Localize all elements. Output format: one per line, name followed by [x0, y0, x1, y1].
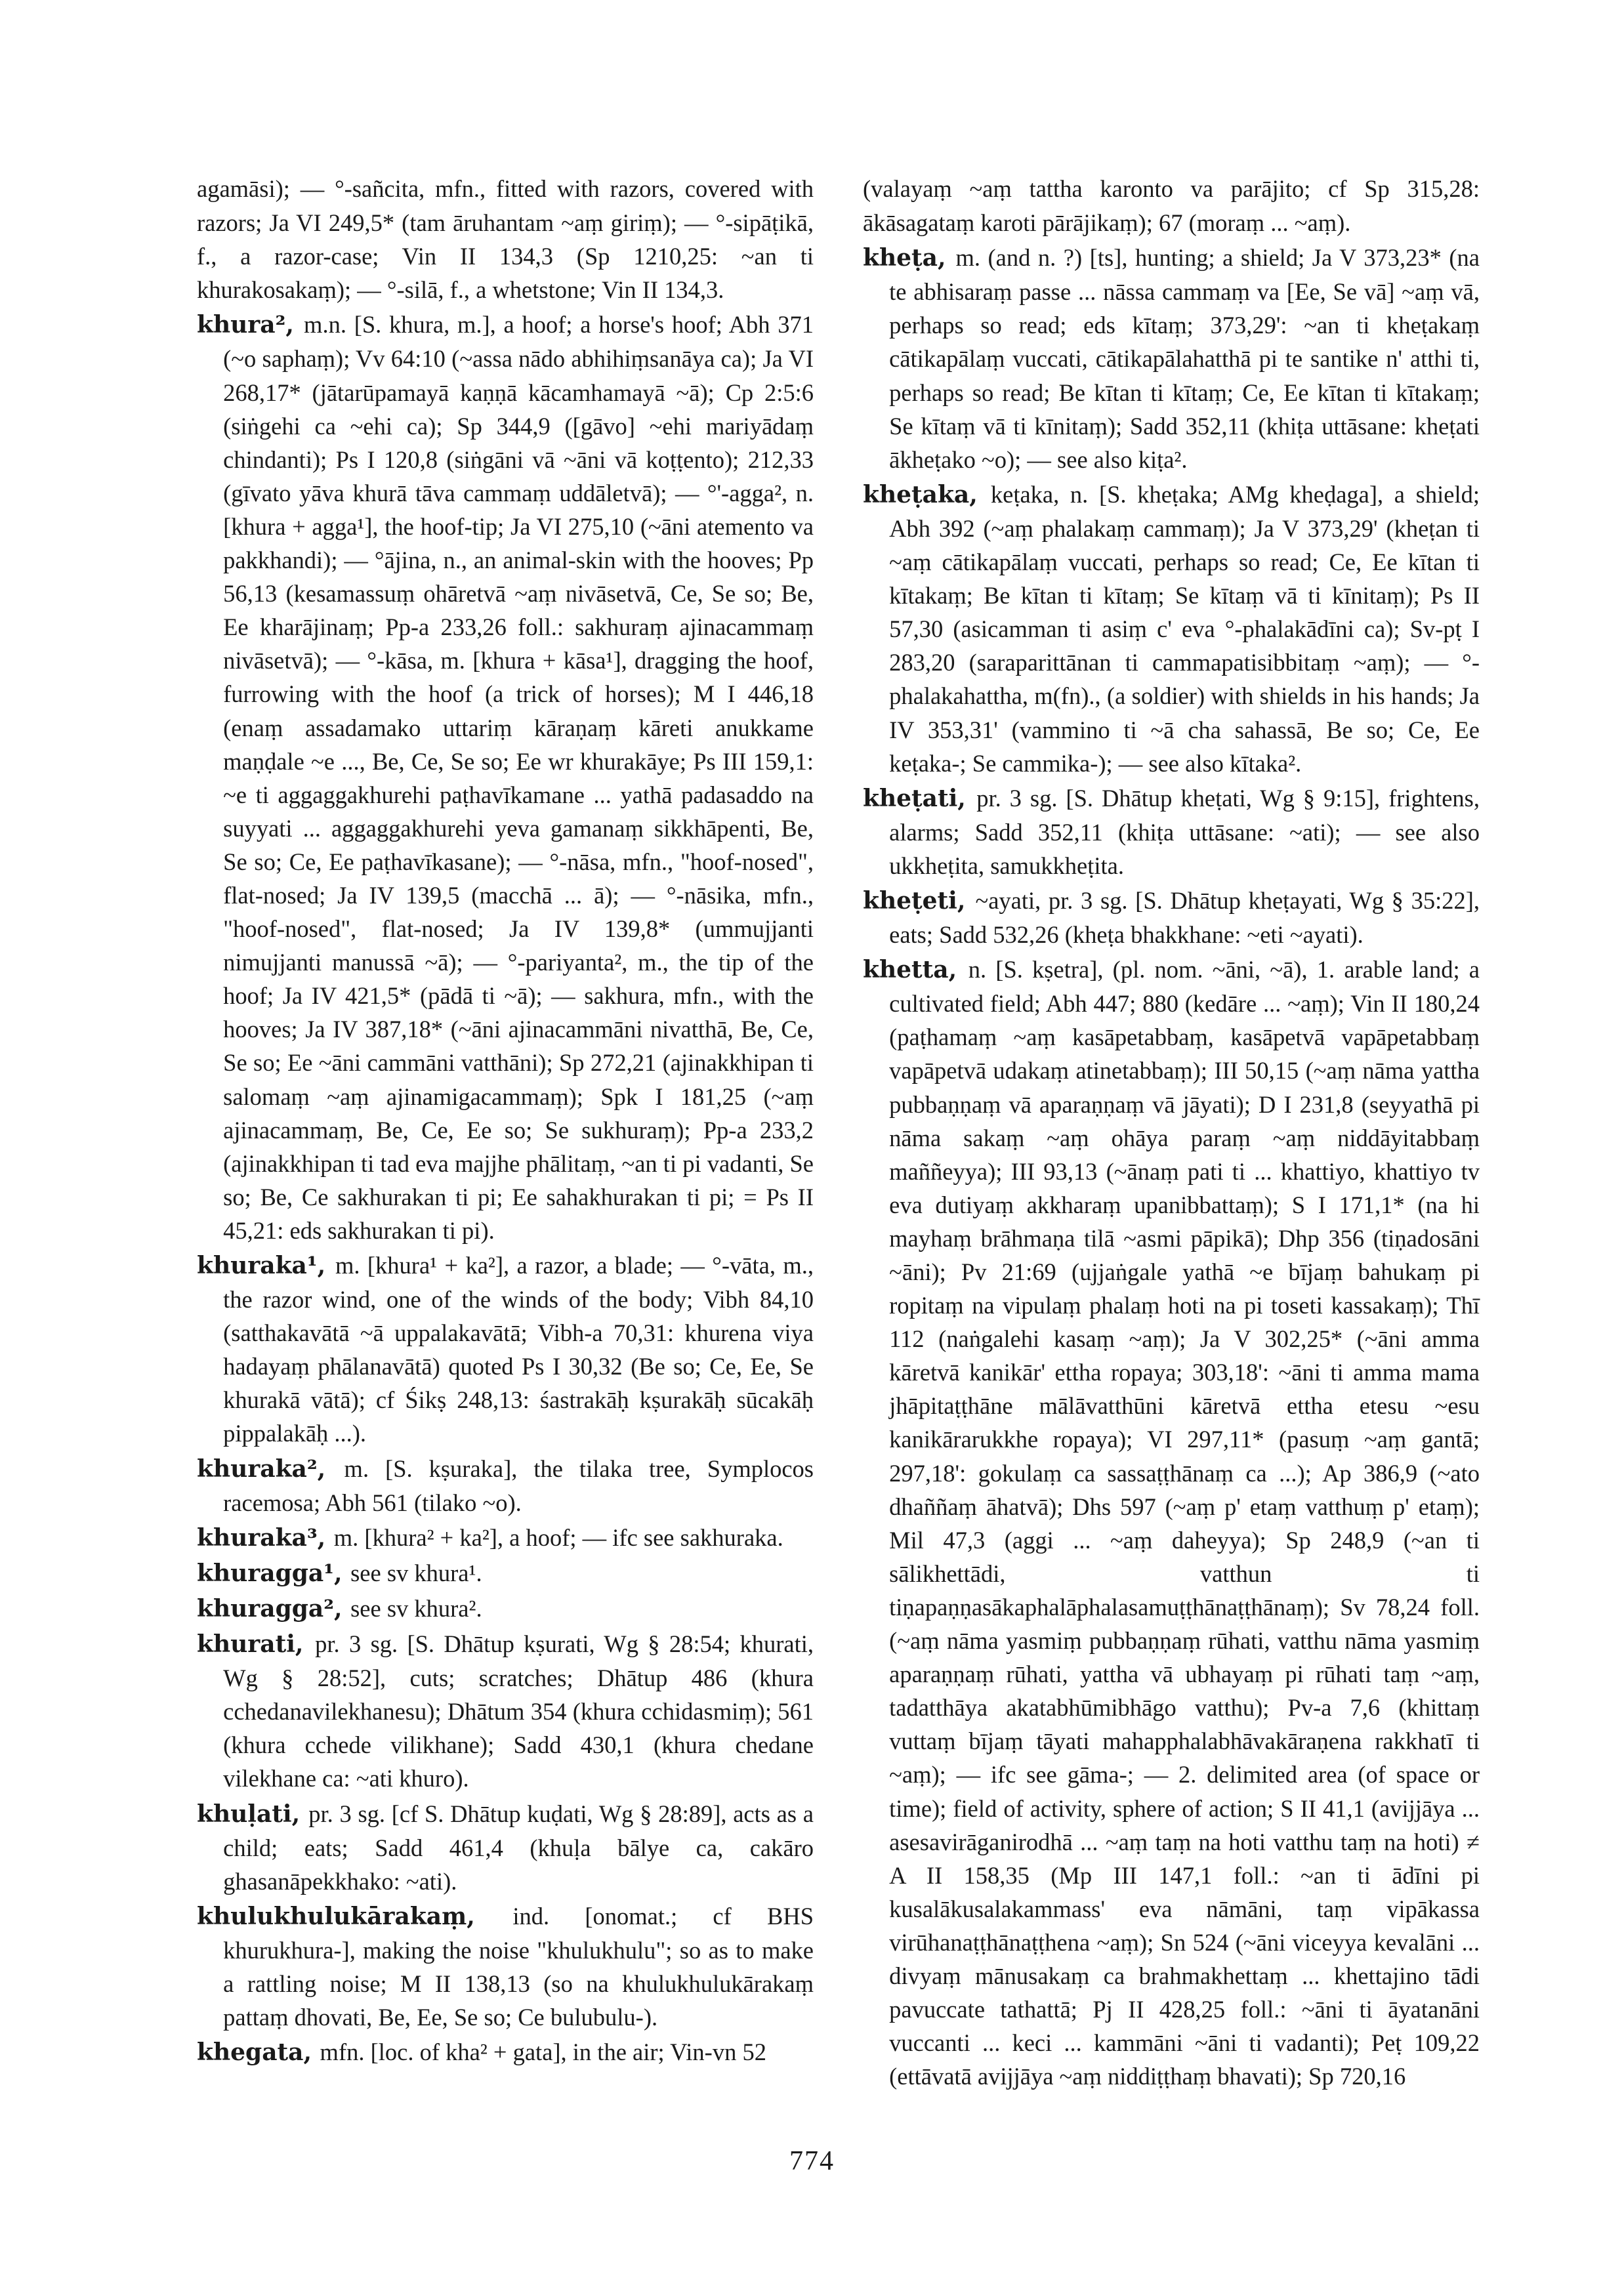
- dictionary-entry: [197, 1899, 814, 2034]
- headword: khulukhulukārakaṃ,: [197, 1902, 513, 1930]
- headword: kheṭa,: [863, 244, 956, 272]
- dictionary-entry: [863, 781, 1480, 882]
- entry-text: m. [khura¹ + ka²], a razor, a blade; — °-vāta, m., the razor wind, one of the winds of the body; Vibh 84,10 (satthakavātā ~ā uppalakavātā; Vibh-a 70,31: khurena viya hadayaṃ phālanavātā) quoted Ps I 30,32 (Be so; Ce, Ee, Se khurakā vātā); cf Śikṣ 248,13: śastrakāḥ kṣurakāḥ sūcakāḥ pippalakāḥ ...).: [223, 1252, 814, 1447]
- entry-text: (valayaṃ ~aṃ tattha karonto va parājito; cf Sp 315,28: ākāsagataṃ karoti pārājikaṃ); 67 (moraṃ ... ~aṃ).: [863, 175, 1480, 237]
- entry-text: keṭaka, n. [S. kheṭaka; AMg kheḍaga], a shield; Abh 392 (~aṃ phalakaṃ cammaṃ); Ja V 373,29' (kheṭan ti ~aṃ cātikapālaṃ vuccati, perhaps so read; Ce, Ee kītan ti kītakaṃ; Be kītan ti kītaṃ; Se kītaṃ vā ti kīnitaṃ); Ps II 57,30 (asicamman ti asiṃ c' eva °-phalakādīni ca); Sv-pṭ I 283,20 (saraparittānan ti cammapatisibbitaṃ ~aṃ); — °-phalakahattha, m(fn)., (a soldier) with shields in his hands; Ja IV 353,31' (vammino ti ~ā cha sahassā, Be so; Ce, Ee keṭaka-; Se cammika-); — see also kītaka².: [889, 480, 1480, 777]
- headword: khuragga¹,: [197, 1559, 351, 1587]
- headword: khuraka³,: [197, 1523, 334, 1552]
- entry-text: pr. 3 sg. [S. Dhātup kṣurati, Wg § 28:54; khurati, Wg § 28:52], cuts; scratches; Dhātup 486 (khura cchedanavilekhanesu); Dhātum 354 (khura cchidasmiṃ); 561 (khura cchede vilikhane); Sadd 430,1 (khura chedane vilekhane ca: ~ati khuro).: [223, 1630, 814, 1792]
- dictionary-entry: [863, 953, 1480, 2093]
- left-column: [197, 172, 814, 2071]
- entry-text: see sv khura¹.: [350, 1559, 482, 1586]
- dictionary-entry: [197, 1627, 814, 1795]
- entry-text: m. [khura² + ka²], a hoof; — ifc see sakhuraka.: [333, 1523, 783, 1551]
- dictionary-entry: [863, 172, 1480, 239]
- headword: khuraka¹,: [197, 1252, 335, 1279]
- dictionary-entry: [863, 884, 1480, 951]
- headword: khetta,: [863, 956, 968, 984]
- dictionary-entry: [863, 478, 1480, 780]
- dictionary-entry: [197, 1521, 814, 1555]
- entry-text: see sv khura².: [350, 1594, 482, 1622]
- dictionary-entry: [197, 2035, 814, 2069]
- headword: kheṭeti,: [863, 886, 976, 915]
- entry-text: n. [S. kṣetra], (pl. nom. ~āni, ~ā), 1. arable land; a cultivated field; Abh 447; 880 (kedāre ... ~aṃ); Vin II 180,24 (paṭhamaṃ ~aṃ kasāpetabbaṃ, kasāpetvā vapāpetabbaṃ vapāpetvā udakaṃ atinetabbaṃ); III 50,15 (~aṃ nāma yattha pubbaṇṇaṃ vā aparaṇṇaṃ vā jāyati); D I 231,8 (seyyathā pi nāma sakaṃ ~aṃ ohāya paraṃ ~aṃ niddāyitabbaṃ maññeyya); III 93,13 (~ānaṃ pati ti ... khattiyo, khattiyo tv eva dutiyaṃ akkharaṃ upanibbattaṃ); S I 171,1* (na hi mayhaṃ brāhmaṇa tilā ~asmi pāpikā); Dhp 356 (tiṇadosāni ~āni); Pv 21:69 (ujjaṅgale yathā ~e bījaṃ bahukaṃ pi ropitaṃ na vipulaṃ phalaṃ hoti na pi toseti kassakaṃ); Thī 112 (naṅgalehi kasaṃ ~aṃ); Ja V 302,25* (~āni amma kāretvā kanikār' ettha ropaya; 303,18': ~āni ti amma mama jhāpitaṭṭhāne mālāvatthūni kāretvā ettha etesu ~esu kanikārarukkhe ropaya); VI 297,11* (pasuṃ ~aṃ gantā; 297,18': gokulaṃ ca sassaṭṭhānaṃ ca ...); Ap 386,9 (~ato dhaññaṃ āhatvā); Dhs 597 (~aṃ p' etaṃ vatthuṃ p' etaṃ); Mil 47,3 (aggi ... ~aṃ daheyya); Sp 248,9 (~an ti sālikhettādi, vatthun ti tiṇapaṇṇasākaphalāphalasamuṭṭhānaṭṭhānaṃ); Sv 78,24 foll. (~aṃ nāma yasmiṃ pubbaṇṇaṃ rūhati, vatthu nāma yasmiṃ aparaṇṇaṃ rūhati, yattha vā ubhayaṃ pi rūhati taṃ ~aṃ, tadatthāya akatabhūmibhāgo vatthu); Pv-a 7,6 (khittaṃ vuttaṃ bījaṃ tāyati mahapphalabhāvakāraṇena rakkhatī ti ~aṃ); — ifc see gāma-; — 2. delimited area (of space or time); field of activity, sphere of action; S II 41,1 (avijjāya ... asesavirāganirodhā ... ~aṃ taṃ na hoti vatthu taṃ na hoti) ≠ A II 158,35 (Mp III 147,1 foll.: ~an ti ādīni pi kusalākusalakammass' eva nāmāni, taṃ vipākassa virūhanaṭṭhānaṭṭhena ~aṃ); Sn 524 (~āni viceyya kevalāni ... divyaṃ mānusakaṃ ca brahmakhettaṃ ... khettajino tādi pavuccate tathattā; Pj II 428,25 foll.: ~āni ti āyatanāni vuccanti ... keci ... kammāni ~āni ti vadanti); Peṭ 109,22 (ettāvatā avijjāya ~aṃ niddiṭṭhaṃ bhavati); Sp 720,16: [889, 956, 1480, 2090]
- dictionary-entry: [197, 1797, 814, 1898]
- headword: khuragga²,: [197, 1594, 351, 1623]
- entry-text: ind. [onomat.; cf BHS khurukhura-], making the noise "khulukhulu"; so as to make a rattling noise; M II 138,13 (so na khulukhulukārakaṃ pattaṃ dhovati, Be, Ee, Se so; Ce bulubulu-).: [223, 1902, 814, 2031]
- entry-text: m. [S. kṣuraka], the tilaka tree, Symplocos racemosa; Abh 561 (tilako ~o).: [223, 1455, 814, 1516]
- headword: khuraka²,: [197, 1455, 344, 1483]
- headword: khuḷati,: [197, 1800, 309, 1828]
- entry-text: pr. 3 sg. [S. Dhātup kheṭati, Wg § 9:15], frightens, alarms; Sadd 352,11 (khiṭa uttāsane: ~ati); — see also ukkheṭita, samukkheṭita.: [889, 784, 1480, 879]
- headword: khura²,: [197, 311, 304, 339]
- dictionary-entry: [197, 1249, 814, 1451]
- headword: khurati,: [197, 1630, 316, 1659]
- page-number: 774: [789, 2146, 835, 2176]
- entry-text: pr. 3 sg. [cf S. Dhātup kuḍati, Wg § 28:89], acts as a child; eats; Sadd 461,4 (khuḷa bālye ca, cakāro ghasanāpekkhako: ~ati).: [223, 1800, 814, 1895]
- headword: kheṭati,: [863, 784, 977, 812]
- dictionary-entry: [863, 241, 1480, 476]
- headword: khegata,: [197, 2038, 320, 2067]
- dictionary-entry: [197, 1592, 814, 1626]
- headword: kheṭaka,: [863, 480, 991, 508]
- right-column: [863, 172, 1480, 2094]
- dictionary-entry: [197, 308, 814, 1247]
- entry-text: m. (and n. ?) [ts], hunting; a shield; Ja V 373,23* (na te abhisaraṃ passe ... nāssa cammaṃ va [Ee, Se vā] ~aṃ vā, perhaps so read; eds kītaṃ; 373,29': ~an ti kheṭakaṃ cātikapālaṃ vuccati, cātikapālahatthā pi te santike n' atthi ti, perhaps so read; Be kītan ti kītaṃ; Ce, Ee kītan ti kītakaṃ; Se kītaṃ vā ti kīnitaṃ); Sadd 352,11 (khiṭa uttāsane: kheṭati ākheṭako ~o); — see also kiṭa².: [889, 244, 1480, 473]
- entry-text: ~ayati, pr. 3 sg. [S. Dhātup kheṭayati, Wg § 35:22], eats; Sadd 532,26 (kheṭa bhakkhane: ~eti ~ayati).: [889, 886, 1480, 949]
- entry-text: mfn. [loc. of kha² + gata], in the air; Vin-vn 52: [320, 2038, 766, 2066]
- dictionary-entry: [197, 1452, 814, 1520]
- entry-text: agamāsi); — °-sañcita, mfn., fitted with razors, covered with razors; Ja VI 249,5* (tam āruhantam ~aṃ giriṃ); — °-sipāṭikā, f., a razor-case; Vin II 134,3 (Sp 1210,25: ~an ti khurakosakaṃ); — °-silā, f., a whetstone; Vin II 134,3.: [197, 175, 814, 304]
- entry-text: m.n. [S. khura, m.], a hoof; a horse's hoof; Abh 371 (~o saphaṃ); Vv 64:10 (~assa nādo abhihiṃsanāya ca); Ja VI 268,17* (jātarūpamayā kaṇṇā kācamhamayā ~ā); Cp 2:5:6 (siṅgehi ca ~ehi ca); Sp 344,9 ([gāvo] ~ehi mariyādaṃ chindanti); Ps I 120,8 (siṅgāni vā ~āni vā koṭṭento); 212,33 (gīvato yāva khurā tāva cammaṃ uddāletvā); — °'-agga², n. [khura + agga¹], the hoof-tip; Ja VI 275,10 (~āni atemento va pakkhandi); — °ājina, n., an animal-skin with the hooves; Pp 56,13 (kesamassuṃ ohāretvā ~aṃ nivāsetvā, Ce, Se so; Be, Ee kharājinaṃ; Pp-a 233,26 foll.: sakhuraṃ ajinacammaṃ nivāsetvā); — °-kāsa, m. [khura + kāsa¹], dragging the hoof, furrowing with the hoof (a trick of horses); M I 446,18 (enaṃ assadamako uttariṃ kāraṇaṃ kāreti anukkame maṇḍale ~e ..., Be, Ce, Se so; Ee wr khurakāye; Ps III 159,1: ~e ti aggaggakhurehi paṭhavīkamane ... yathā padasaddo na suyyati ... aggaggakhurehi yeva gamanaṃ sikkhāpenti, Be, Se so; Ce, Ee paṭhavīkasane); — °-nāsa, mfn., "hoof-nosed", flat-nosed; Ja IV 139,5 (macchā ... ā); — °-nāsika, mfn., "hoof-nosed", flat-nosed; Ja IV 139,8* (ummujjanti nimujjanti manussā ~ā); — °-pariyanta², m., the tip of the hoof; Ja IV 421,5* (pādā ti ~ā); — sakhura, mfn., with the hooves; Ja IV 387,18* (~āni ajinacammāni nivatthā, Be, Ce, Se so; Ee ~āni cammāni vatthāni); Sp 272,21 (ajinakkhipan ti salomaṃ ~aṃ ajinamigacammaṃ); Spk I 181,25 (~aṃ ajinacammaṃ, Be, Ce, Ee so; Se sukhuraṃ); Pp-a 233,2 (ajinakkhipan ti tad eva majjhe phālitaṃ, ~an ti pi vadanti, Se so; Be, Ce sakhurakan ti pi; Ee sahakhurakan ti pi; = Ps II 45,21: eds sakhurakan ti pi).: [223, 311, 814, 1244]
- dictionary-entry: [197, 1556, 814, 1590]
- dictionary-entry: [197, 172, 814, 306]
